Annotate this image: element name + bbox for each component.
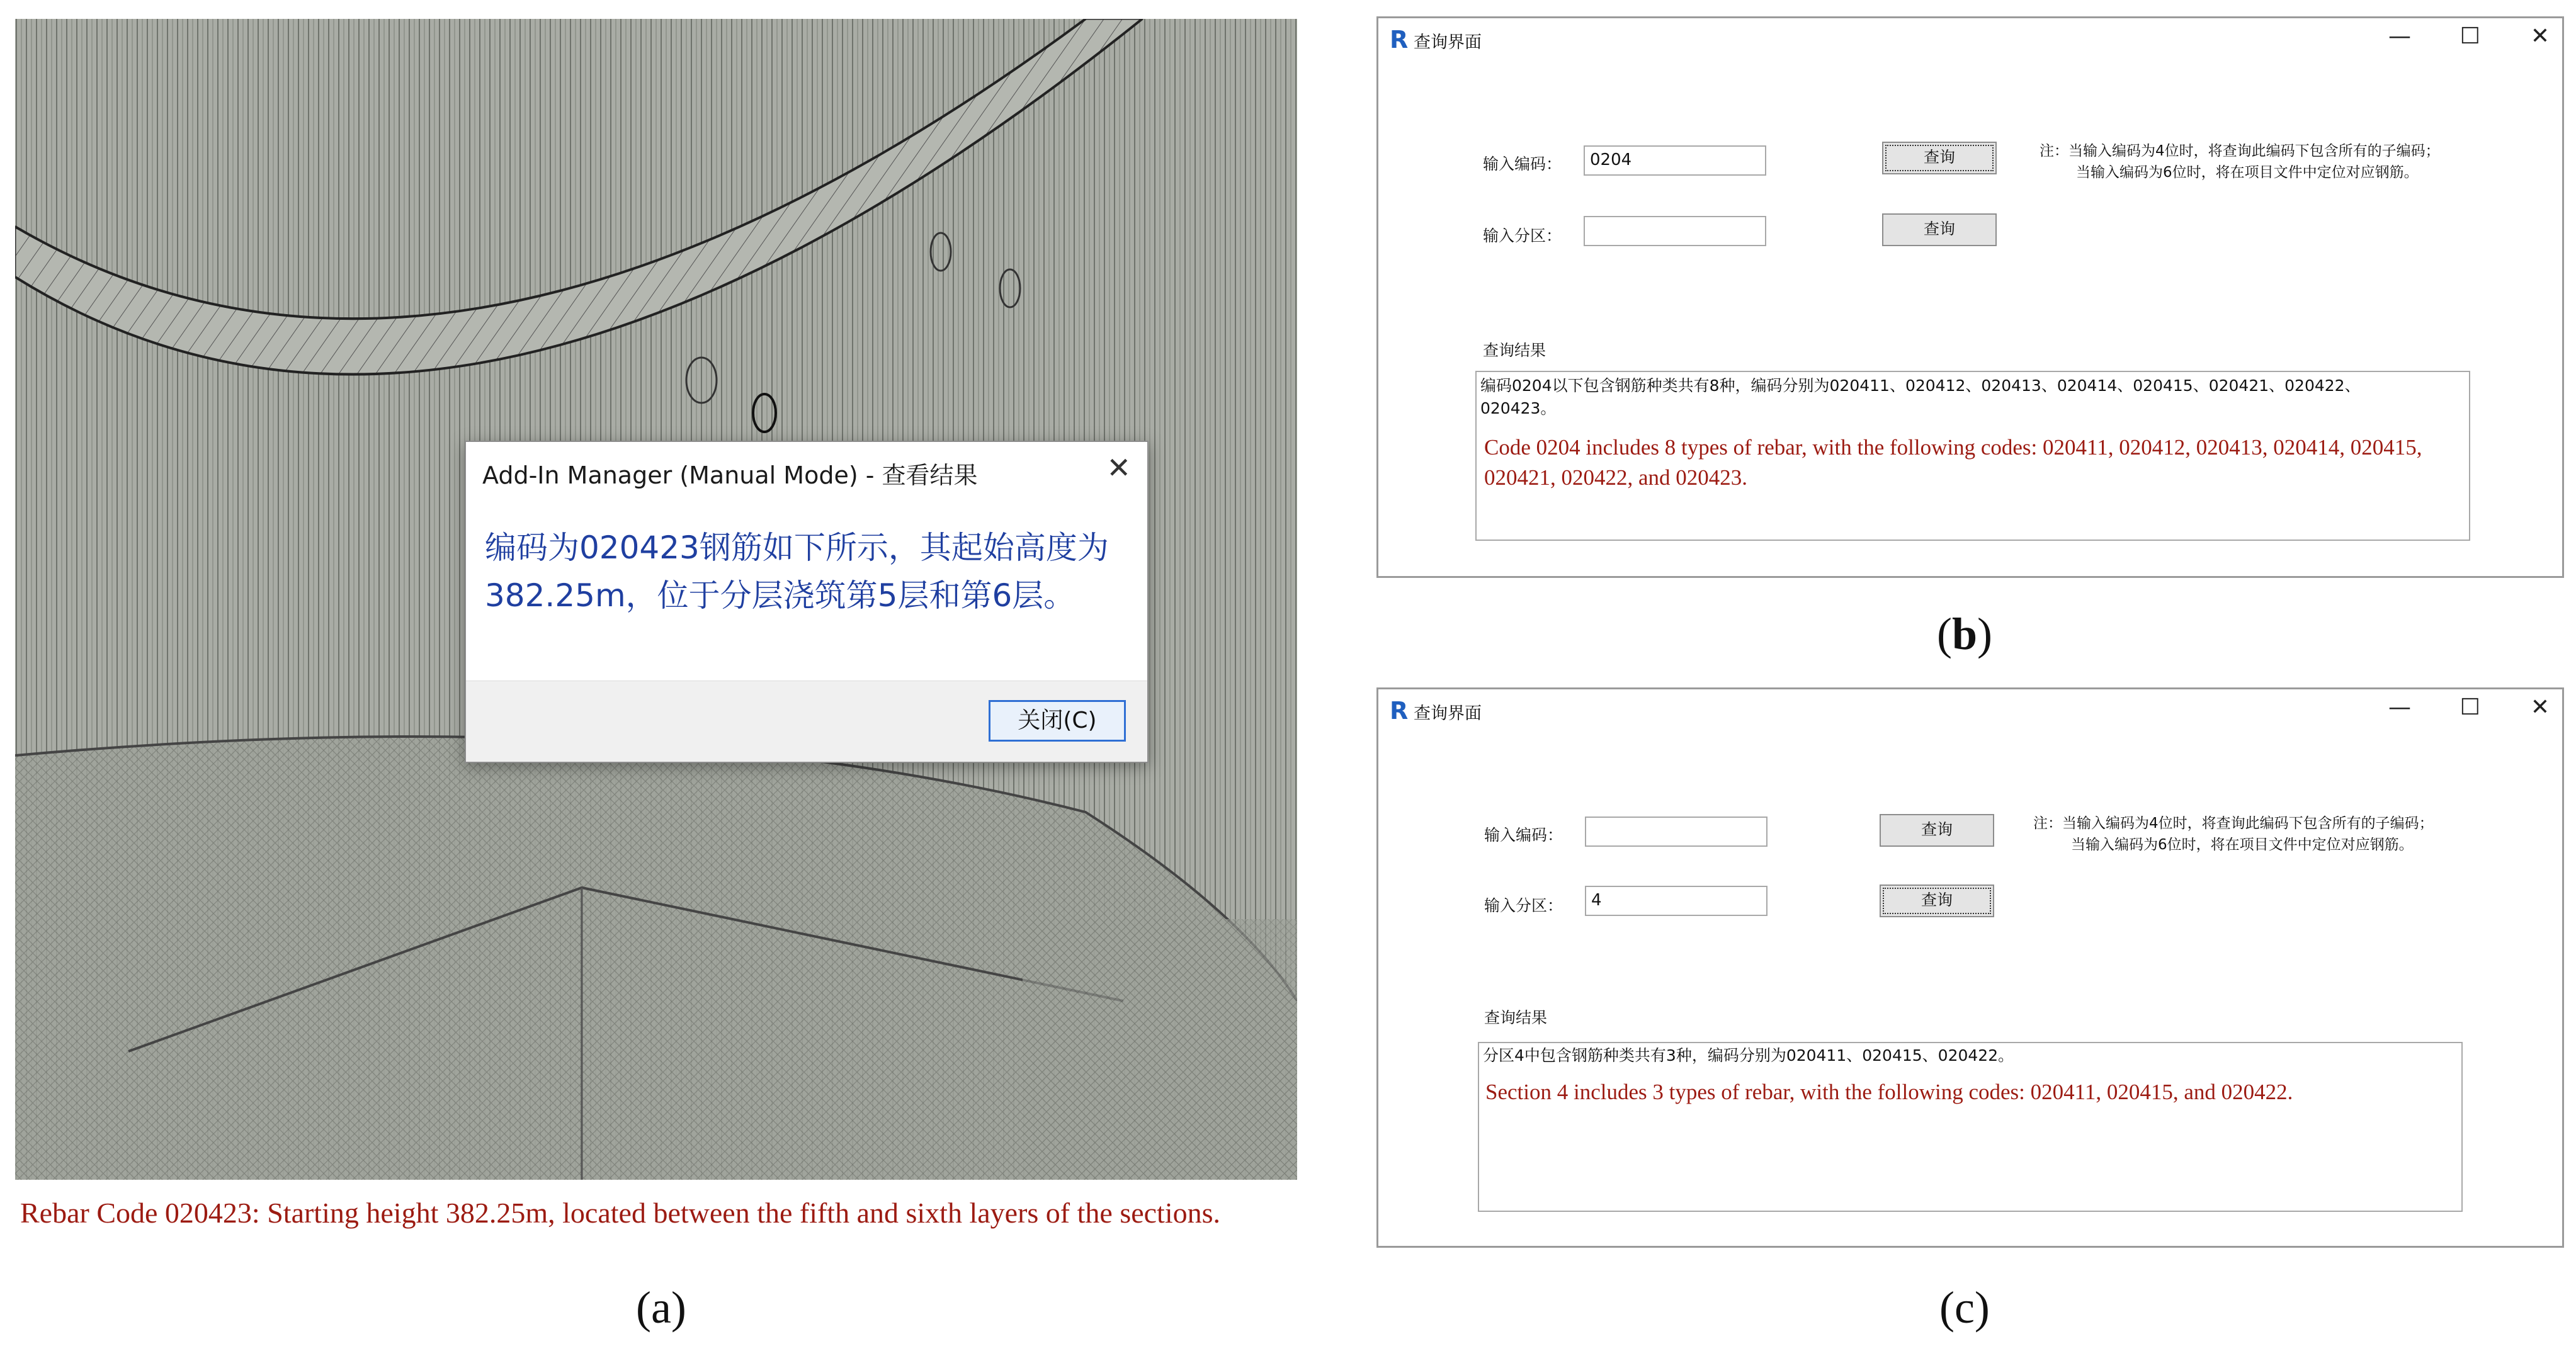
close-icon[interactable]: ✕ [1106,451,1131,485]
query-code-button[interactable]: 查询 [1882,142,1997,174]
window-title: 查询界面 [1414,704,1482,723]
close-icon[interactable]: ✕ [2530,23,2550,49]
code-input[interactable] [1585,817,1767,847]
code-label: 输入编码： [1483,155,1562,173]
result-label: 查询结果 [1484,1009,1548,1027]
panel-b-label-letter: b [1951,609,1978,659]
close-icon[interactable]: ✕ [2530,694,2550,720]
query-window-b [1376,16,2564,578]
note-line-2: 当输入编码为6位时，将在项目文件中定位对应钢筋。 [2071,837,2414,853]
zone-input[interactable] [1584,216,1766,246]
zone-label: 输入分区： [1484,896,1563,915]
query-zone-button[interactable]: 查询 [1880,885,1994,917]
result-text-cn: 编码0204以下包含钢筋种类共有8种，编码分别为020411、020412、020413、020414、020415、020421、020422、020423。 [1480,376,2361,417]
note-line-1: 注：当输入编码为4位时，将查询此编码下包含所有的子编码； [2040,143,2440,159]
note-line-2: 当输入编码为6位时，将在项目文件中定位对应钢筋。 [2076,164,2419,181]
code-input[interactable]: 0204 [1584,145,1766,176]
result-dialog [465,441,1149,763]
minimize-icon[interactable]: — [2388,23,2411,49]
revit-logo-icon: R [1390,697,1409,725]
panel-a-caption: Rebar Code 020423: Starting height 382.25m, located between the fifth and sixth layers of the sections. [20,1197,1221,1229]
query-code-button[interactable]: 查询 [1880,814,1994,847]
maximize-icon[interactable]: ☐ [2460,23,2480,49]
result-label: 查询结果 [1483,341,1546,359]
dialog-close-button[interactable]: 关闭(C) [989,700,1126,742]
result-text-en: Section 4 includes 3 types of rebar, with the following codes: 020411, 020415, and 020422. [1485,1080,2293,1104]
zone-input[interactable]: 4 [1585,886,1767,916]
result-box[interactable] [1478,1042,2463,1212]
result-text-cn: 分区4中包含钢筋种类共有3种，编码分别为020411、020415、020422。 [1483,1046,2014,1065]
minimize-icon[interactable]: — [2388,694,2411,720]
revit-logo-icon: R [1390,26,1409,54]
query-zone-button[interactable]: 查询 [1882,213,1997,246]
panel-a-label: (a) [636,1282,686,1333]
zone-label: 输入分区： [1483,227,1562,245]
panel-b-label-open: ( [1937,609,1952,659]
result-text-en: Code 0204 includes 8 types of rebar, with the following codes: 020411, 020412, 020413, 020414, 020415, 020421, 020422, and 020423. [1484,435,2422,490]
code-label: 输入编码： [1484,826,1563,844]
dialog-message: 编码为020423钢筋如下所示，其起始高度为382.25m，位于分层浇筑第5层和第6层。 [485,529,1109,614]
panel-b-label [1937,608,1992,660]
dialog-footer [466,681,1147,762]
maximize-icon[interactable]: ☐ [2460,694,2480,720]
panel-c-label: (c) [1939,1282,1990,1333]
dialog-title: Add-In Manager (Manual Mode) - 查看结果 [482,461,978,489]
note-line-1: 注：当输入编码为4位时，将查询此编码下包含所有的子编码； [2033,815,2434,832]
panel-b-label-close: ) [1977,609,1993,659]
rebar-model-viewport[interactable] [15,19,1297,1180]
query-window-c [1376,687,2564,1248]
result-box[interactable] [1475,371,2470,541]
window-title: 查询界面 [1414,33,1482,52]
